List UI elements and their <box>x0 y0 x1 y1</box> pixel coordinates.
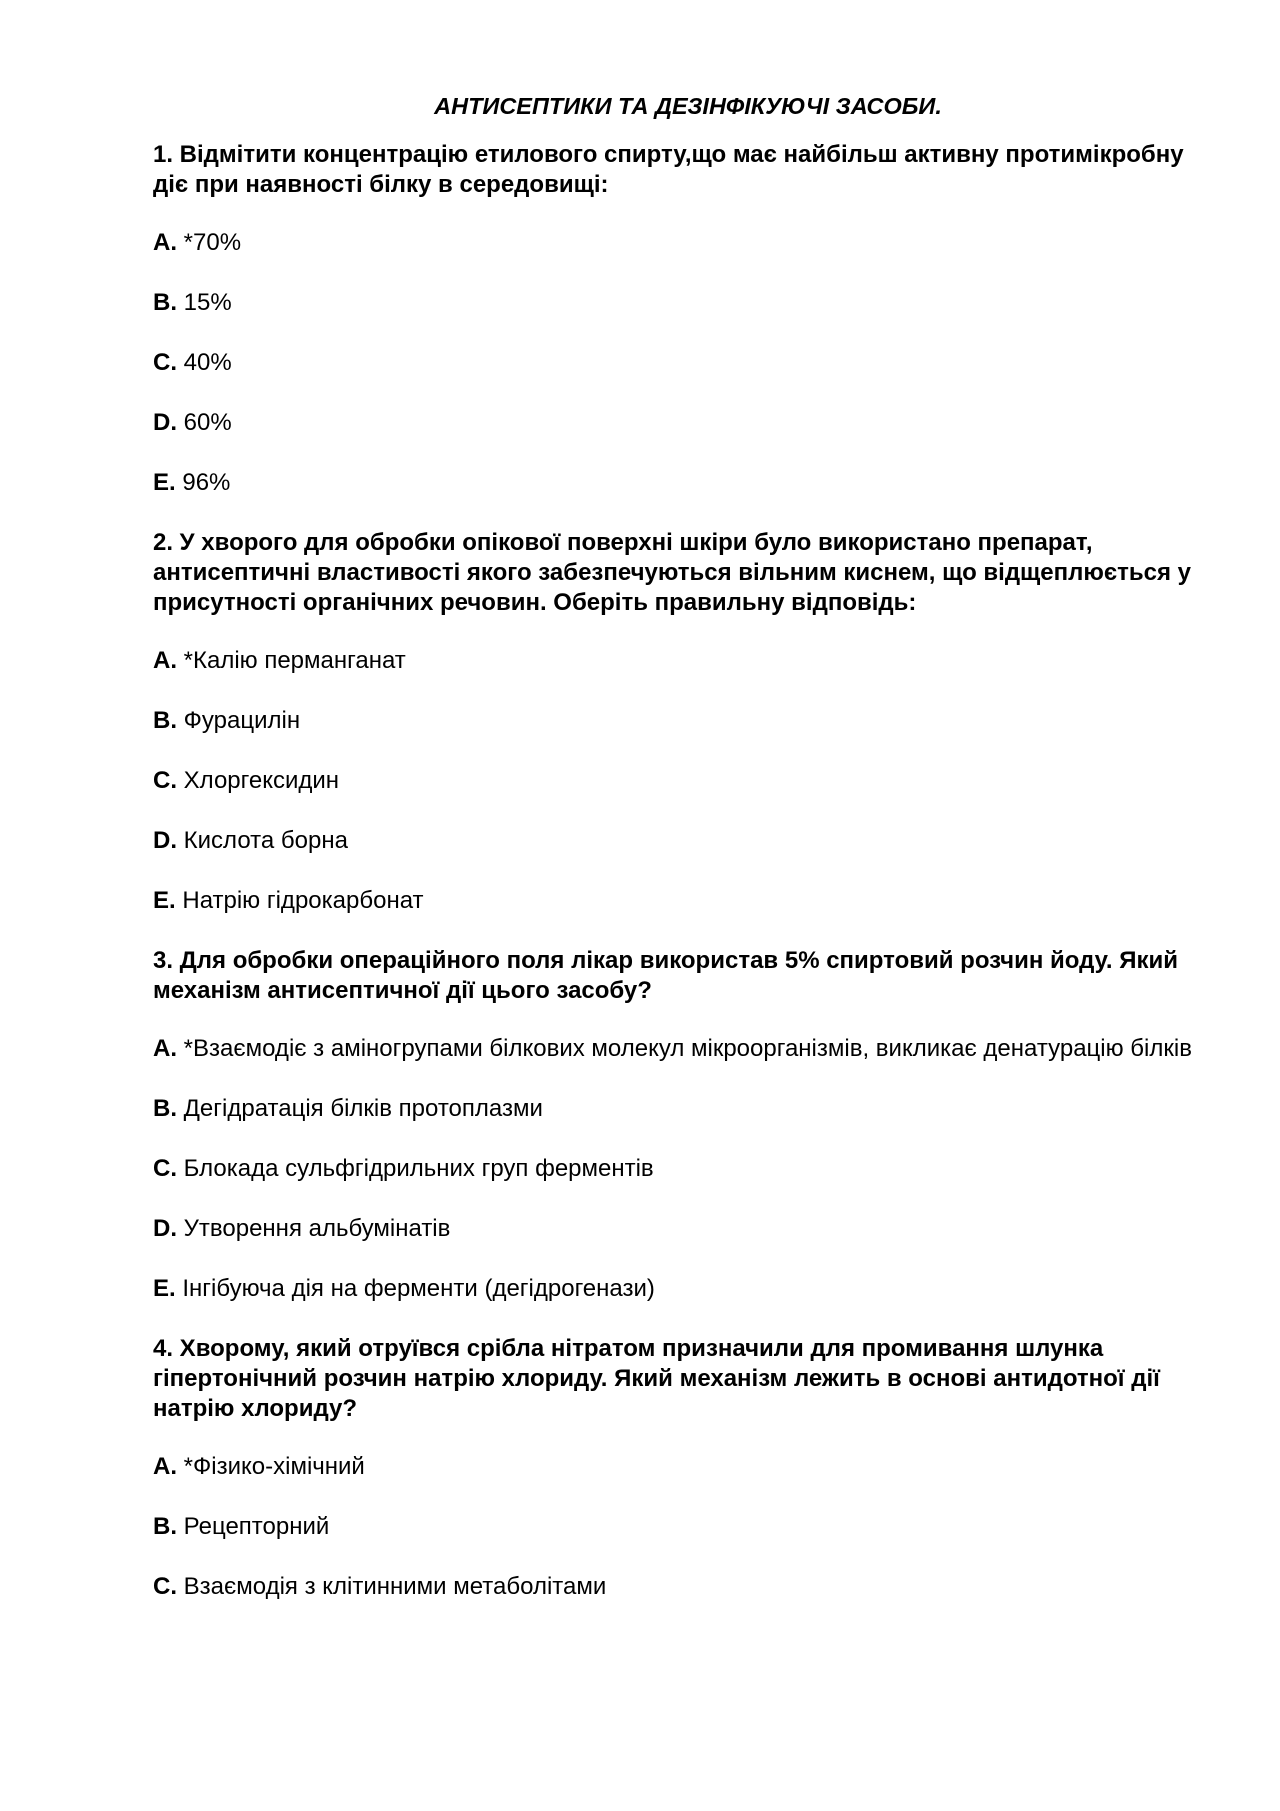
option-text: Взаємодія з клітинними метаболітами <box>177 1573 607 1600</box>
option-text: Рецепторний <box>177 1513 330 1540</box>
option-letter: B. <box>153 1095 177 1122</box>
document-page <box>153 92 1193 1632</box>
answer-option <box>153 706 1193 736</box>
option-letter: B. <box>153 289 177 316</box>
option-text: 60% <box>177 409 232 436</box>
option-text: 15% <box>177 289 232 316</box>
option-text: *Взаємодіє з аміногрупами білкових молекул мікроорганізмів, викликає денатурацію білків <box>177 1035 1192 1062</box>
option-letter: B. <box>153 707 177 734</box>
option-text: Хлоргексидин <box>177 767 340 794</box>
answer-option <box>153 468 1193 498</box>
question-text: 3. Для обробки операційного поля лікар використав 5% спиртовий розчин йоду. Який механізм антисептичної дії цього засобу? <box>153 947 1179 1004</box>
answer-option <box>153 1154 1193 1184</box>
answer-option <box>153 288 1193 318</box>
question-block <box>153 946 1193 1304</box>
question-block <box>153 528 1193 916</box>
option-text: *Калію перманганат <box>177 647 406 674</box>
answer-option <box>153 1512 1193 1542</box>
answer-option <box>153 348 1193 378</box>
answer-option <box>153 646 1193 676</box>
option-text: Кислота борна <box>177 827 348 854</box>
option-text: Утворення альбумінатів <box>177 1215 451 1242</box>
option-letter: A. <box>153 1453 177 1480</box>
answer-option <box>153 766 1193 796</box>
answer-option <box>153 1572 1193 1602</box>
question-text: 1. Відмітити концентрацію етилового спирту,що має найбільш активну протимікробну діє при наявності білку в середовищі: <box>153 141 1184 198</box>
page-title: АНТИСЕПТИКИ ТА ДЕЗІНФІКУЮЧІ ЗАСОБИ. <box>434 93 942 119</box>
question-text: 2. У хворого для обробки опікової поверхні шкіри було використано препарат, антисептичні властивості якого забезпечуються вільним киснем, що відщеплюється у присутності органічних речовин. Оберіть правильну відповідь: <box>153 529 1192 616</box>
question-text: 4. Хворому, який отруївся срібла нітратом призначили для промивання шлунка гіпертонічний розчин натрію хлориду. Який механізм лежить в основі антидотної дії натрію хлориду? <box>153 1335 1160 1422</box>
answer-option <box>153 826 1193 856</box>
answer-option <box>153 1034 1193 1064</box>
question-list <box>153 140 1193 1602</box>
answer-option <box>153 1452 1193 1482</box>
answer-option <box>153 1094 1193 1124</box>
answer-option <box>153 1274 1193 1304</box>
option-letter: D. <box>153 1215 177 1242</box>
answer-option <box>153 408 1193 438</box>
answer-option <box>153 886 1193 916</box>
option-text: Інгібуюча дія на ферменти (дегідрогенази) <box>175 1275 655 1302</box>
option-text: Натрію гідрокарбонат <box>175 887 424 914</box>
option-text: Фурацилін <box>177 707 301 734</box>
option-letter: D. <box>153 409 177 436</box>
option-letter: C. <box>153 349 177 376</box>
option-letter: C. <box>153 1155 177 1182</box>
option-text: *70% <box>177 229 242 256</box>
option-letter: E. <box>153 469 176 496</box>
option-text: 96% <box>175 469 231 496</box>
option-letter: A. <box>153 1035 177 1062</box>
option-letter: C. <box>153 767 177 794</box>
question-block <box>153 1334 1193 1602</box>
option-letter: A. <box>153 647 177 674</box>
answer-option <box>153 1214 1193 1244</box>
option-text: Блокада сульфгідрильних груп ферментів <box>177 1155 654 1182</box>
question-block <box>153 140 1193 498</box>
option-letter: B. <box>153 1513 177 1540</box>
answer-option <box>153 228 1193 258</box>
option-letter: A. <box>153 229 177 256</box>
option-letter: C. <box>153 1573 177 1600</box>
option-text: Дегідратація білків протоплазми <box>177 1095 543 1122</box>
option-text: 40% <box>177 349 232 376</box>
option-text: *Фізико-хімічний <box>177 1453 365 1480</box>
option-letter: E. <box>153 1275 176 1302</box>
option-letter: E. <box>153 887 176 914</box>
option-letter: D. <box>153 827 177 854</box>
